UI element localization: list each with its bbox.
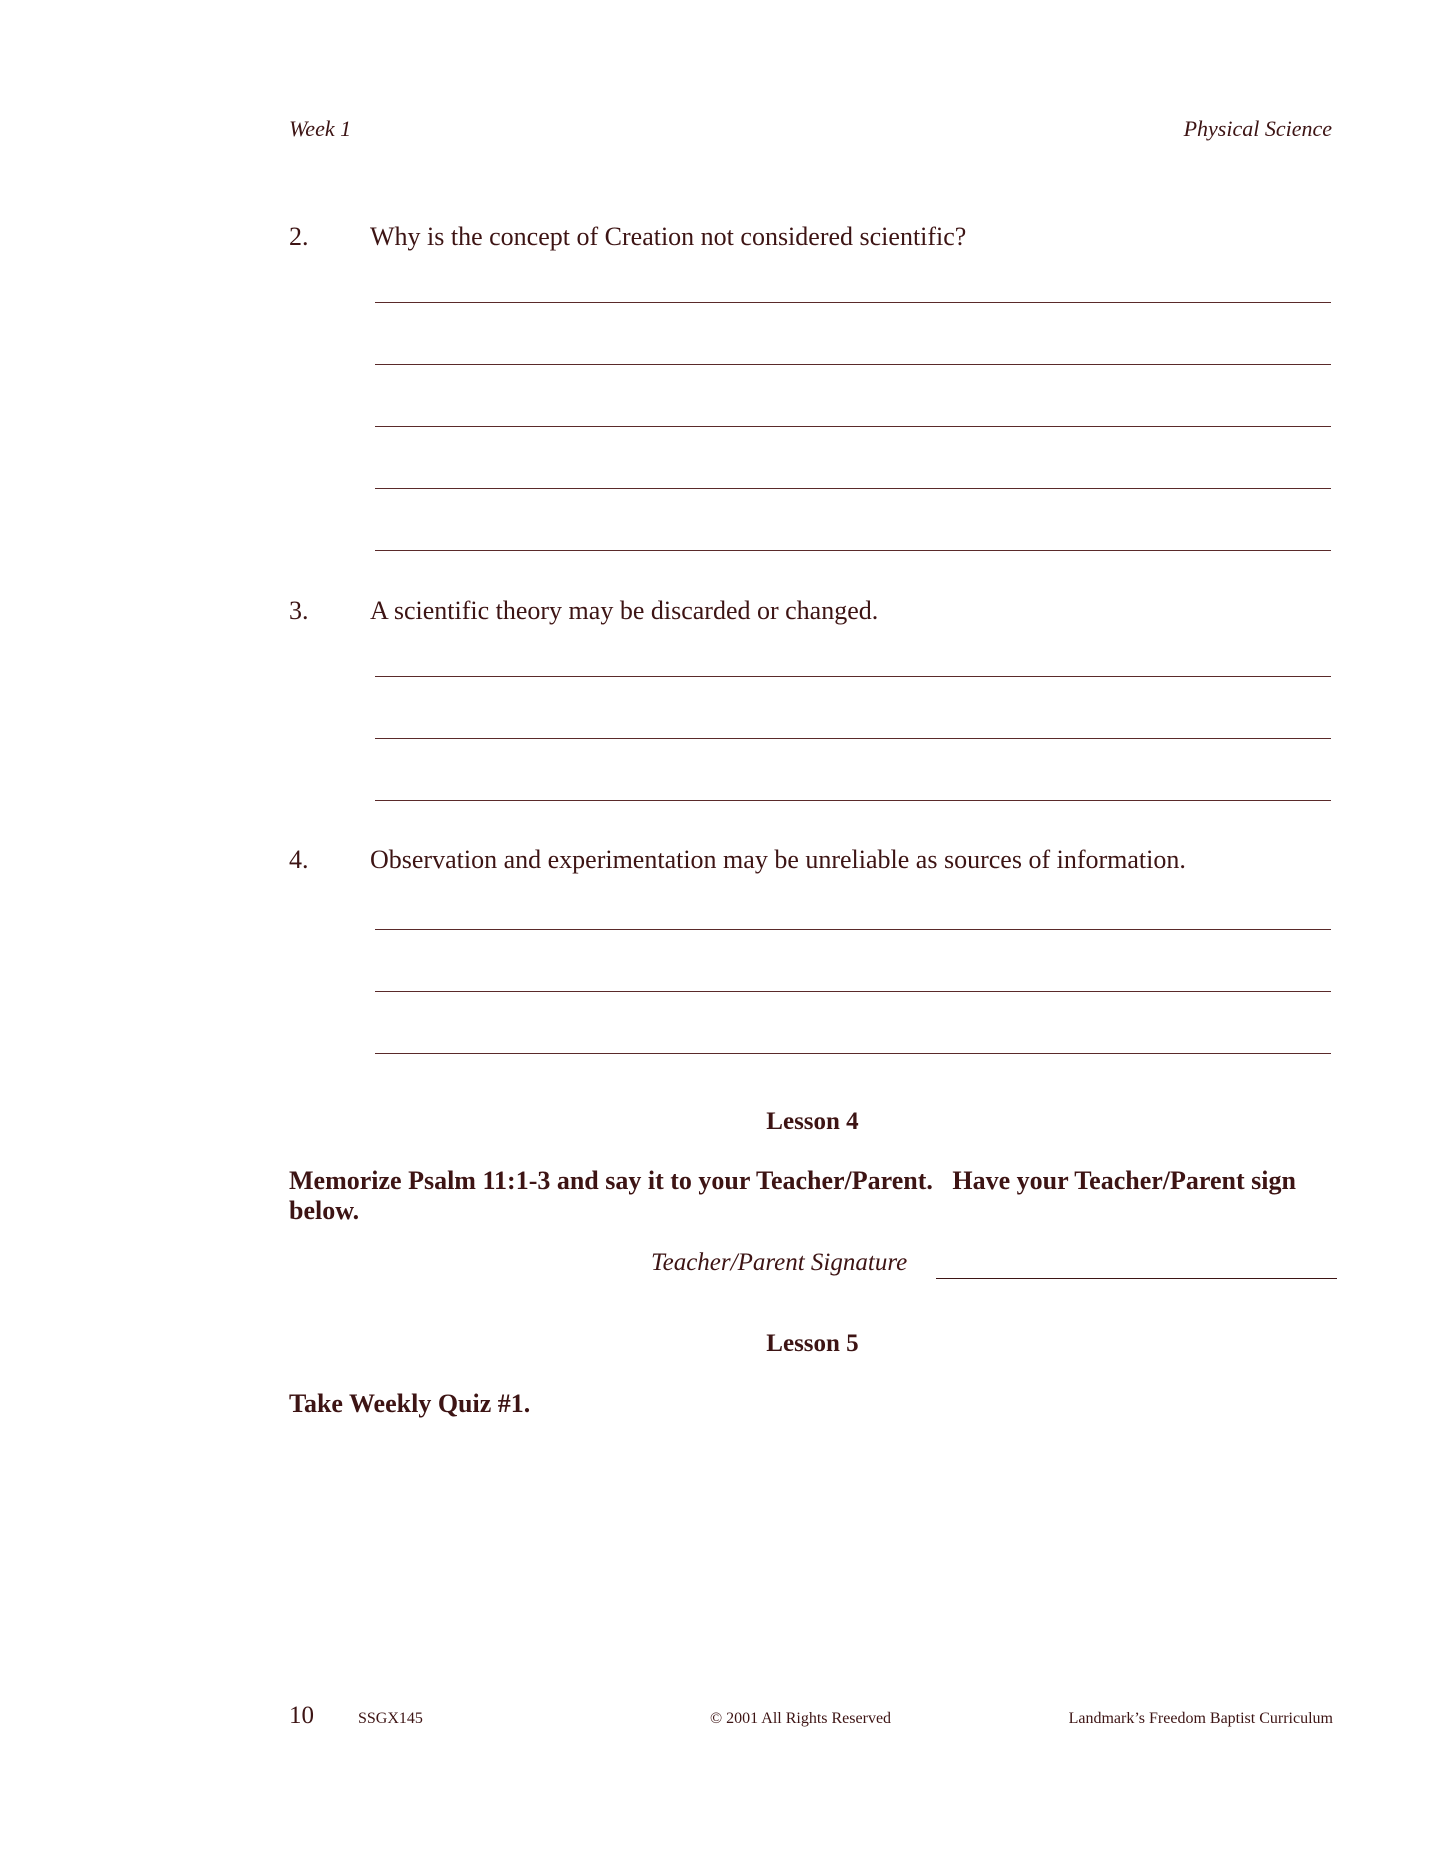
lesson-4-title: Lesson 4 [766,1108,859,1135]
running-header-subject: Physical Science [1183,116,1332,141]
question-3-number: 3. [289,596,309,625]
question-4-number: 4. [289,845,309,874]
answer-line[interactable] [375,364,1331,365]
signature-line[interactable] [936,1278,1337,1279]
answer-line[interactable] [375,800,1331,801]
question-2-number: 2. [289,222,309,251]
lesson-4-instruction: Memorize Psalm 11:1-3 and say it to your Teacher/Parent. Have your Teacher/Parent sign below. [289,1166,1303,1225]
answer-line[interactable] [375,550,1331,551]
lesson-5-instruction: Take Weekly Quiz #1. [289,1389,531,1418]
product-code: SSGX145 [358,1710,423,1727]
question-4-text: Observation and experimentation may be unreliable as sources of information. [370,845,1186,874]
answer-line[interactable] [375,426,1331,427]
answer-line[interactable] [375,676,1331,677]
signature-label: Teacher/Parent Signature [651,1249,908,1276]
publisher-name: Landmark’s Freedom Baptist Curriculum [1068,1710,1333,1727]
lesson-5-title: Lesson 5 [766,1330,859,1357]
question-3-text: A scientific theory may be discarded or changed. [370,596,879,625]
running-header-week: Week 1 [289,116,352,141]
answer-line[interactable] [375,1053,1331,1054]
answer-line[interactable] [375,929,1331,930]
answer-line[interactable] [375,738,1331,739]
page-number: 10 [289,1702,314,1729]
question-2-text: Why is the concept of Creation not considered scientific? [370,222,967,251]
answer-line[interactable] [375,302,1331,303]
answer-line[interactable] [375,991,1331,992]
copyright-notice: © 2001 All Rights Reserved [710,1710,892,1727]
answer-line[interactable] [375,488,1331,489]
